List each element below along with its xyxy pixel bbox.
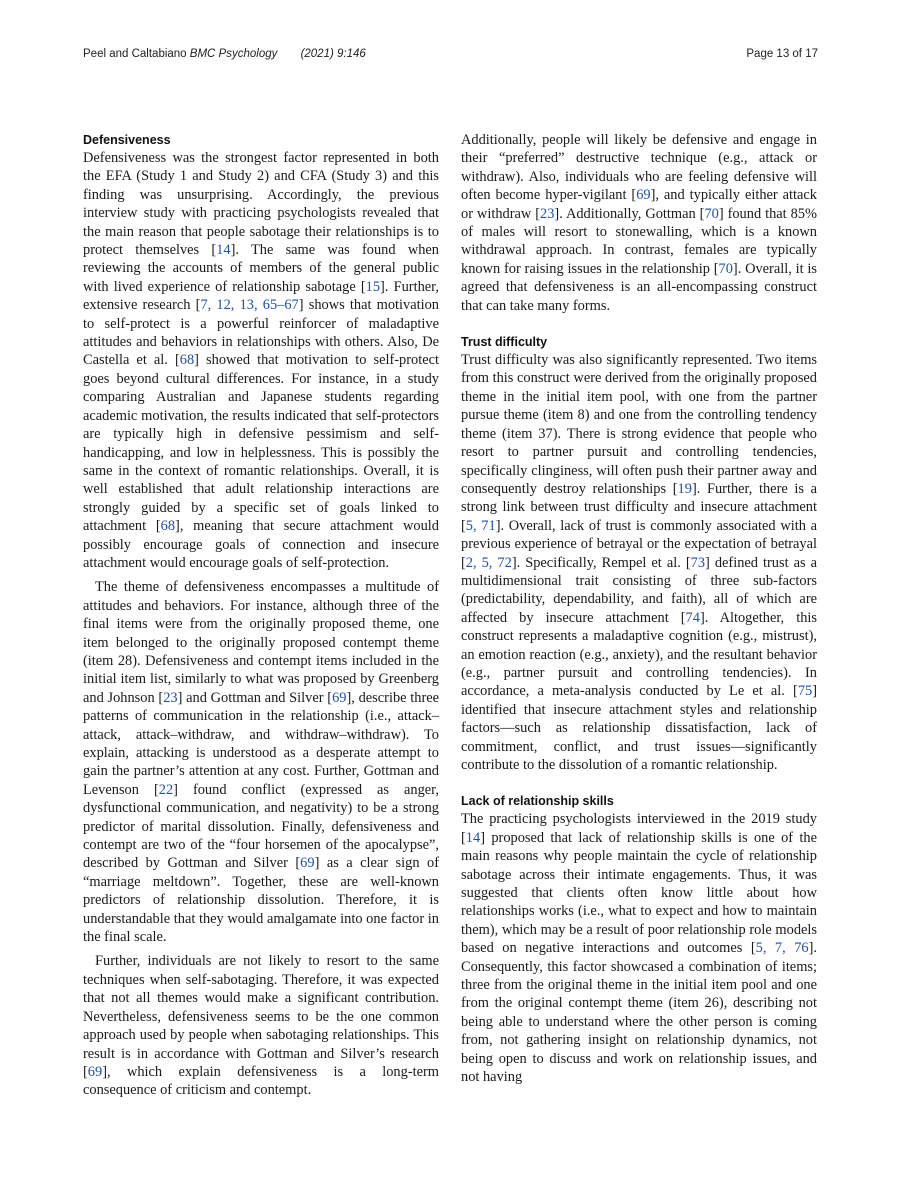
page-number: Page 13 of 17 xyxy=(746,48,818,60)
header-authors: Peel and Caltabiano xyxy=(83,48,187,60)
header-year-volume: (2021) 9:146 xyxy=(300,48,366,60)
citation-link[interactable]: 5, 7, 76 xyxy=(755,940,809,957)
citation-link[interactable]: 69 xyxy=(636,187,651,204)
paragraph: Further, individuals are not likely to resort to the same techniques when self-sabotaging. Therefore, it was expected that not all themes would make a significant contribution. Nevertheless, defensiveness seems to be the one common approach used by people when sabotaging relationships. This result is in accordance with Gottman and Silver’s research [69], which explain defensiveness is a long-term consequence of criticism and contempt. xyxy=(83,953,439,1099)
citation-link[interactable]: 22 xyxy=(158,781,174,798)
right-column xyxy=(461,131,817,1087)
paragraph: Additionally, people will likely be defensive and engage in their “preferred” destructive technique (e.g., attack or withdraw). Also, individuals who are feeling defensive will often become hyper-vigilant [69], and typically either attack or withdraw [23]. Additionally, Gottman [70] found that 85% of males will resort to stonewalling, which is a known withdrawal approach. In contrast, females are typically known for raising issues in the relationship [70]. Overall, it is agreed that defensiveness is an all-encompassing construct that can take many forms. xyxy=(461,132,817,314)
citation-link[interactable]: 75 xyxy=(797,683,813,700)
citation-link[interactable]: 7, 12, 13, 65–67 xyxy=(200,297,299,314)
section-heading-lack-of-relationship-skills: Lack of relationship skills xyxy=(461,794,614,809)
header-journal: BMC Psychology xyxy=(189,48,278,60)
citation-link[interactable]: 5, 71 xyxy=(465,517,496,534)
citation-link[interactable]: 14 xyxy=(465,829,481,846)
paragraph: The theme of defensiveness encompasses a multitude of attitudes and behaviors. For instance, although three of the final items were from the originally proposed theme, one item belonged to the originally proposed contempt theme (item 28). Defensiveness and contempt items included in the initial item list, similarly to what was proposed by Greenberg and Johnson [23] and Gottman and Silver [69], describe three patterns of communication in the relationship (i.e., attack–attack, attack–withdraw, and withdraw–withdraw). To explain, attacking is understood as a desperate attempt to gain the partner’s attention at any cost. Further, Gottman and Levenson [22] found conflict (expressed as anger, dysfunctional communication, and negativity) to be a strong predictor of marital dissolution. Finally, defensiveness and contempt are two of the “four horsemen of the apocalypse”, described by Gottman and Silver [69] as a clear sign of “marriage meltdown”. Together, these are well-known predictors of relationship dissolution. Therefore, it is understandable that they would amalgamate into one factor in the final scale. xyxy=(83,579,440,946)
paragraph: Trust difficulty was also significantly represented. Two items from this construct were derived from the originally proposed theme in the initial item pool, with one from the partner pursue theme (item 8) and one from the controlling tendency theme (item 37). There is strong evidence that people who resort to partner pursuit and controlling tendencies, specifically clinginess, will often push their partner away and consequently destroy relationships [19]. Further, there is a strong link between trust difficulty and insecure attachment [5, 71]. Overall, lack of trust is commonly associated with a previous experience of betrayal or the expectation of betrayal [2, 5, 72]. Specifically, Rempel et al. [73] defined trust as a multidimensional trait consisting of three sub-factors (predictability, dependability, and faith), all of which are affected by insecure attachment [74]. Altogether, this construct represents a maladaptive cognition (e.g., mistrust), an emotion reaction (e.g., anxiety), and the resultant behavior (e.g., partner pursuit and controlling tendencies). In accordance, a meta-analysis conducted by Le et al. [75] identified that insecure attachment styles and relationship factors—such as relationship dissatisfaction, lack of commitment, conflict, and trust issues—significantly contribute to the dissolution of a romantic relationship. xyxy=(461,352,817,773)
left-column xyxy=(83,131,439,1100)
citation-link[interactable]: 74 xyxy=(685,609,700,626)
citation-link[interactable]: 70 xyxy=(718,260,733,277)
citation-link[interactable]: 73 xyxy=(690,554,706,571)
citation-link[interactable]: 23 xyxy=(540,205,555,222)
citation-link[interactable]: 19 xyxy=(677,480,692,497)
citation-link[interactable]: 14 xyxy=(216,242,231,259)
citation-link[interactable]: 15 xyxy=(365,278,381,295)
paragraph: Defensiveness was the strongest factor represented in both the EFA (Study 1 and Study 2) and CFA (Study 3) and this finding was unsurprising. Accordingly, the previous interview study with practicing psychologists revealed that the main reason that people sabotage their relationships is to protect themselves [14]. The same was found when reviewing the accounts of members of the general public with lived experience of relationship sabotage [15]. Further, extensive research [7, 12, 13, 65–67] shows that motivation to self-protect is a powerful reinforcer of maladaptive attitudes and behaviors in relationships with others. Also, De Castella et al. [68] showed that motivation to self-protect goes beyond cultural differences. For instance, in a study comparing Australian and Japanese students regarding academic motivation, the results indicated that self-protectors are typically high in defensive pessimism and self-handicapping, and low in helplessness. This is possibly the same in the context of romantic relationships. Overall, it is well established that adult relationship interactions are strongly guided by a specific set of goals linked to attachment [68], meaning that secure attachment would possibly encourage goals of connection and insecure attachment would encourage goals of self-protection. xyxy=(83,150,439,571)
citation-link[interactable]: 69 xyxy=(332,689,347,706)
citation-link[interactable]: 69 xyxy=(300,855,315,872)
section-heading-trust-difficulty: Trust difficulty xyxy=(461,335,548,350)
citation-link[interactable]: 68 xyxy=(160,518,176,535)
running-header xyxy=(83,48,366,60)
citation-link[interactable]: 70 xyxy=(704,205,719,222)
section-heading-defensiveness: Defensiveness xyxy=(83,133,171,147)
paragraph: The practicing psychologists interviewed in the 2019 study [14] proposed that lack of relationship skills is one of the main reasons why people maintain the cycle of relationship sabotage across their intimate engagements. Thus, it was suggested that clients often know little about how relationships works (i.e., what to expect and how to maintain them), which may be a result of poor relationship role models based on negative interactions and outcomes [5, 7, 76]. Consequently, this factor showcased a combination of items; three from the original theme in the initial item pool and one from the original contempt theme (item 26), describing not being able to understand where the other person is coming from, not gathering insight on relationship dynamics, not being open to discuss and work on relationship issues, and not having xyxy=(461,811,817,1086)
citation-link[interactable]: 23 xyxy=(163,689,178,706)
citation-link[interactable]: 2, 5, 72 xyxy=(465,554,512,571)
citation-link[interactable]: 68 xyxy=(179,352,195,369)
citation-link[interactable]: 69 xyxy=(87,1063,103,1080)
